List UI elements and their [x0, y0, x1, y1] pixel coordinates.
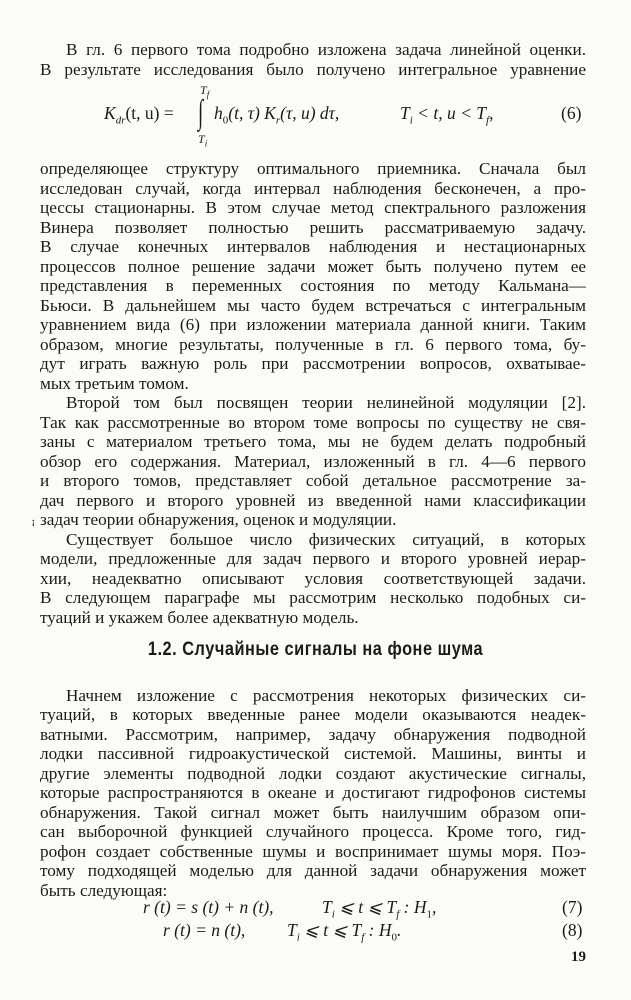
text-line: ватными. Рассмотрим, например, задачу обнаружения подводной — [40, 725, 586, 744]
text-line: определяющее структуру оптимального приемника. Сначала был — [40, 159, 586, 178]
text-line: мых третьим томом. — [40, 374, 189, 393]
text-line: В случае конечных интервалов наблюдения и нестационарных — [40, 237, 586, 256]
text-line: цессы стационарны. В этом случае метод спектрального разложения — [40, 198, 586, 217]
eq6-condition: $T_i < t$, $u < T_f$, — [400, 103, 494, 127]
text-line: модели, предложенные для задач первого и второго уровней иерар- — [40, 549, 586, 568]
text-line: туаций, в которых введенные ранее модели оказываются неадек- — [40, 705, 586, 724]
section-heading: 1.2. Случайные сигналы на фоне шума — [147, 639, 484, 660]
text-line: тому подходящей моделью для данной задачи обнаружения может — [40, 861, 586, 880]
margin-mark: ꜟ — [31, 518, 36, 533]
eq7-condition: $T_i$ ⩽ t ⩽ $T_f$ : $H_1$, — [322, 897, 437, 921]
text-line: сан выборочной функцией случайного процесса. Кроме того, гид- — [40, 822, 586, 841]
text-line: рофон создает собственные шумы и воспринимает шумы моря. Поэ- — [40, 842, 586, 861]
text-line: обзор его содержания. Материал, изложенный в гл. 4—6 первого — [40, 452, 586, 471]
eq8-condition: $T_i$ ⩽ t ⩽ $T_f$ : $H_0$. — [287, 920, 402, 944]
text-line: В следующем параграфе мы рассмотрим несколько подобных си- — [40, 588, 586, 607]
text-line: Бьюси. В дальнейшем мы часто будем встречаться с интегральным — [40, 296, 586, 315]
text-line: представления в переменных состояния по методу Кальмана— — [40, 276, 586, 295]
eq8-body: r (t) = n (t), — [163, 920, 246, 940]
text-line: Винера позволяет полностью решить рассматриваемую задачу. — [40, 218, 586, 237]
text-line: туаций и укажем более адекватную модель. — [40, 608, 359, 627]
text-line: заны с материалом третьего тома, мы не будем делать подробный — [40, 432, 586, 451]
equation-number: (8) — [562, 920, 583, 940]
equation-number: (7) — [562, 897, 583, 917]
text-line: процессов полное решение задачи может быть получено путем ее — [40, 257, 586, 276]
text-line: хии, неадекватно описывают условия соответствующей задачи. — [40, 569, 586, 588]
integral-sign: ∫ — [198, 94, 204, 131]
text-line: Существует большое число физических ситуаций, в которых — [66, 530, 586, 549]
eq6-lower-limit: $T_i$ — [198, 132, 208, 149]
eq6-integrand: $h_0(t$, τ) $K_r(\tau$, u) dτ, — [214, 103, 340, 127]
eq7-body: r (t) = s (t) + n (t), — [143, 897, 274, 917]
equation-number: (6) — [561, 103, 582, 123]
text-line: дут играть важную роль при рассмотрении вопросов, охватывае- — [40, 354, 586, 373]
text-line: быть следующая: — [40, 881, 168, 900]
text-line: обнаружения. Такой сигнал может быть наилучшим образом опи- — [40, 803, 586, 822]
text-line: другие элементы подводной лодки создают акустические сигналы, — [40, 764, 586, 783]
page-number: 19 — [571, 949, 586, 965]
text-line: дач первого и второго уровней из введенной нами классификации — [40, 491, 586, 510]
text-line: которые распространяются в океане и достигают гидрофонов системы — [40, 783, 586, 802]
text-line: задач теории обнаружения, оценок и модуляции. — [40, 510, 397, 529]
text-line: В гл. 6 первого тома подробно изложена задача линейной оценки. — [66, 40, 586, 59]
text-line: образом, многие результаты, полученные в гл. 6 первого тома, бу- — [40, 335, 586, 354]
text-line: и второго томов, представляет собой детальное рассмотрение за- — [40, 471, 586, 490]
text-line: Начнем изложение с рассмотрения некоторых физических си- — [66, 686, 586, 705]
text-line: В результате исследования было получено интегральное уравнение — [40, 60, 586, 79]
text-line: исследован случай, когда интервал наблюдения бесконечен, а про- — [40, 179, 586, 198]
text-line: лодки пассивной гидроакустической системой. Машины, винты и — [40, 744, 586, 763]
text-line: уравнением вида (6) при изложении материала данной книги. Таким — [40, 315, 586, 334]
text-line: Второй том был посвящен теории нелинейной модуляции [2]. — [66, 393, 586, 412]
eq6-lhs: $K_{dr}(t$, u) = — [104, 103, 174, 127]
eq6-upper-limit: $T_f$ — [200, 83, 210, 100]
text-line: Так как рассмотренные во втором томе вопросы по существу не свя- — [40, 413, 586, 432]
